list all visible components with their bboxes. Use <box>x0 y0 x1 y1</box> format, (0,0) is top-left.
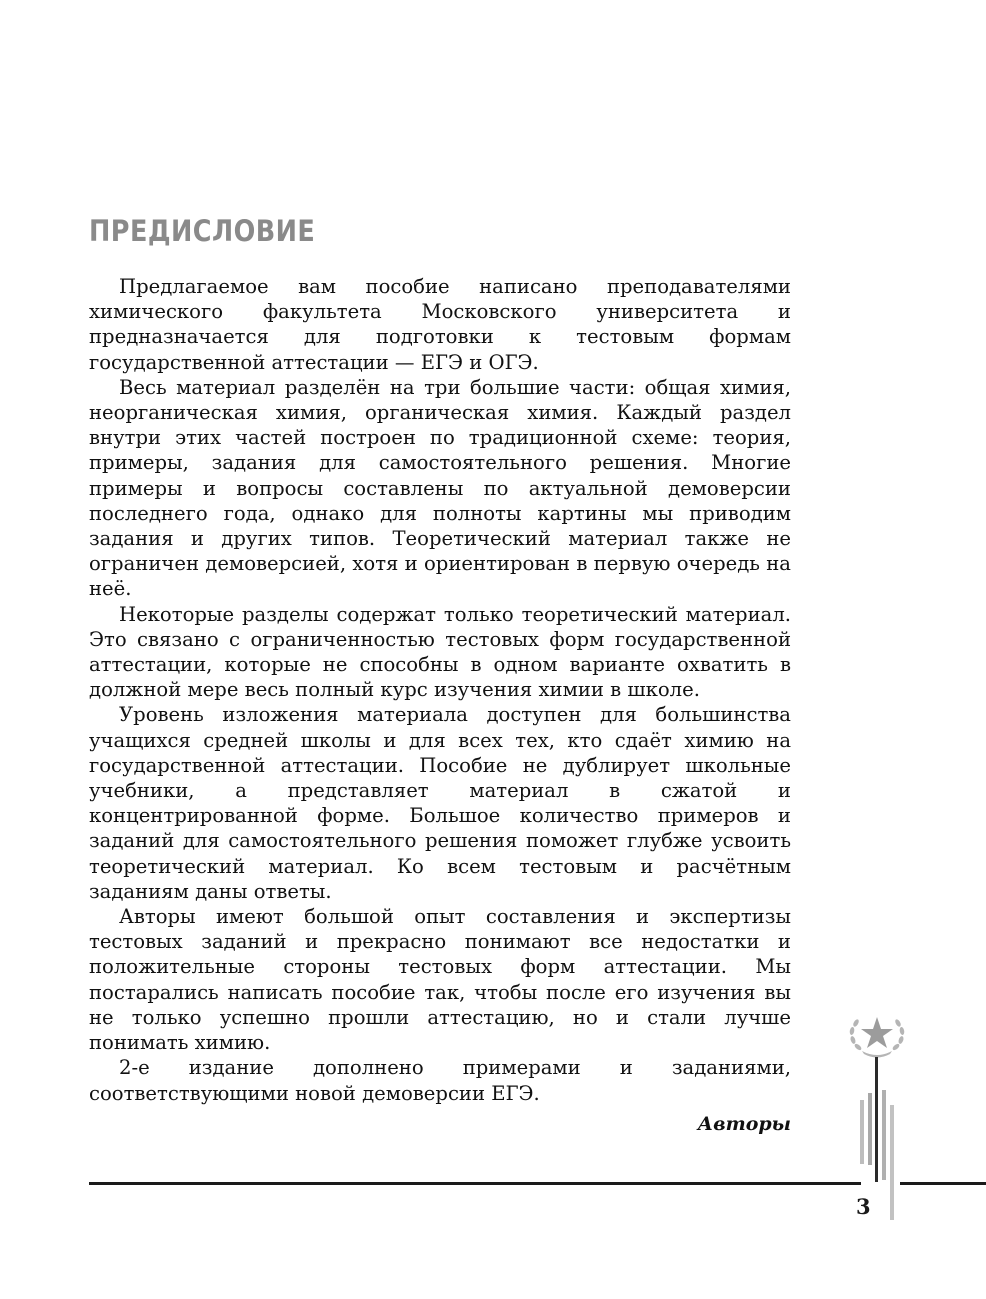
paragraph-2: Весь материал разделён на три большие части: общая химия, неорганическая химия, органическая химия. Каждый раздел внутри этих частей построен по традиционной схеме: теория, примеры, задания для самостоятельного решения. Многие примеры и вопросы составлены по актуальной демоверсии последнего года, однако для полноты картины мы приводим задания и других типов. Теоретический материал также не ограничен демоверсией, хотя и ориентирован в первую очередь на неё. <box>89 375 791 601</box>
paragraph-5: Авторы имеют большой опыт составления и экспертизы тестовых заданий и прекрасно понимают все недостатки и положительные стороны тестовых форм аттестации. Мы постарались написать пособие так, чтобы после его изучения вы не только успешно прошли аттестацию, но и стали лучше понимать химию. <box>89 905 791 1055</box>
footer-rule-right <box>900 1182 986 1185</box>
footer-rule-left <box>89 1182 861 1185</box>
preface-body <box>89 274 791 1137</box>
authors-signature: Авторы <box>697 1112 791 1135</box>
decorative-bar <box>860 1100 864 1164</box>
paragraph-4: Уровень изложения материала доступен для большинства учащихся средней школы и для всех тех, кто сдаёт химию на государственной аттестации. Пособие не дублирует школьные учебники, а представляет материал в сжатой и концентрированной форме. Большое количество примеров и заданий для самостоятельного решения поможет глубже усвоить теоретический материал. Ко всем тестовым и расчётным заданиям даны ответы. <box>89 703 791 903</box>
decorative-bar <box>868 1093 872 1165</box>
page-title: ПРЕДИСЛОВИЕ <box>89 214 316 248</box>
decorative-bar <box>875 1057 878 1182</box>
decorative-bar <box>882 1090 886 1180</box>
paragraph-3: Некоторые разделы содержат только теоретический материал. Это связано с ограниченностью тестовых форм государственной аттестации, которые не способны в одном варианте охватить в должной мере весь полный курс изучения химии в школе. <box>89 602 791 702</box>
decorative-bar <box>890 1105 894 1220</box>
paragraph-6: 2-е издание дополнено примерами и заданиями, соответствующими новой демоверсии ЕГЭ. <box>89 1056 791 1105</box>
page-number: 3 <box>856 1194 871 1219</box>
paragraph-1: Предлагаемое вам пособие написано преподавателями химического факультета Московского университета и предназначается для подготовки к тестовым формам государственной аттестации — ЕГЭ и ОГЭ. <box>89 275 791 374</box>
star-wreath-graphic <box>842 1011 912 1061</box>
